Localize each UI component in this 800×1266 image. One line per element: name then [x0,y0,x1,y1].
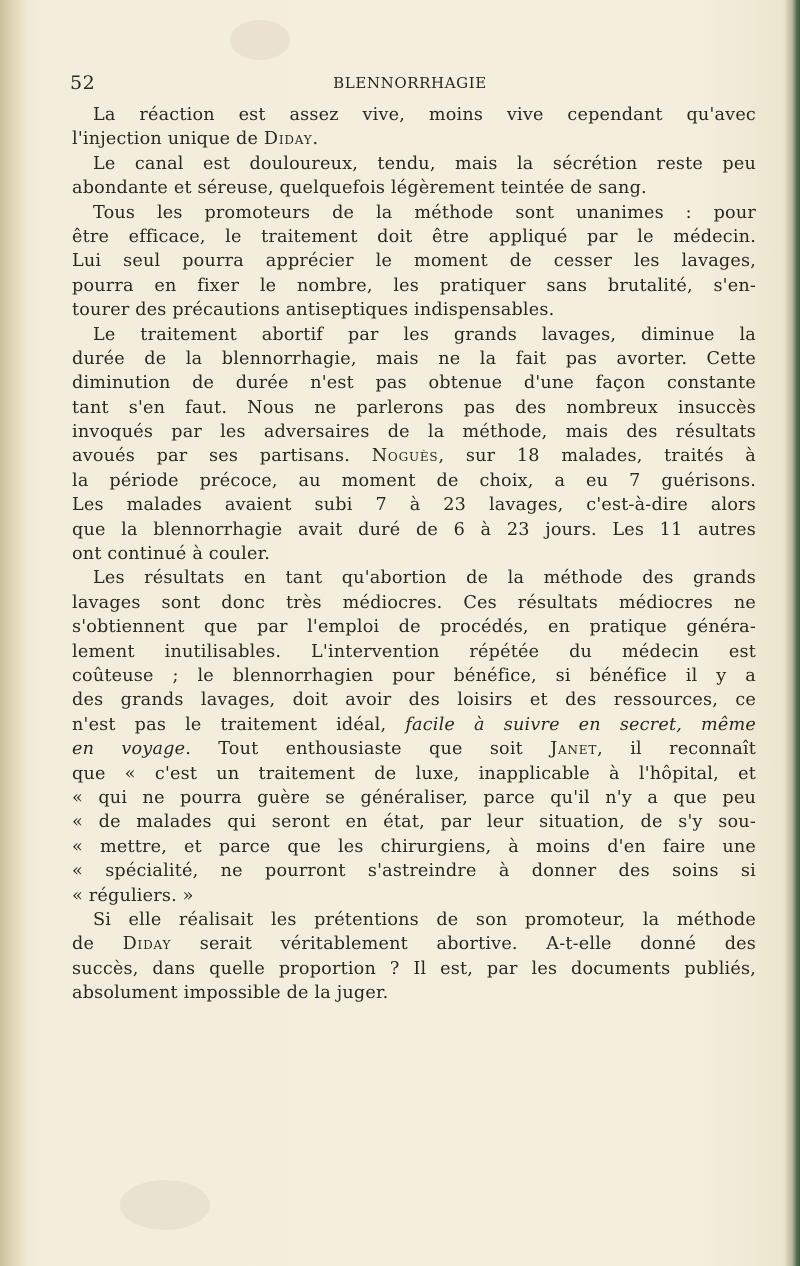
text-line: que la blennorrhagie avait duré de 6 à 23 jours. Les 11 autres [72,519,756,540]
page-number: 52 [70,72,96,94]
text-line: « qui ne pourra guère se généraliser, parce qu'il n'y a que peu [72,787,756,808]
text-line: ont continué à couler. [72,544,271,565]
text-line: Les malades avaient subi 7 à 23 lavages, c'est-à-dire alors [72,495,756,516]
text-line: de Diday serait véritablement abortive. A-t-elle donné des [72,934,757,955]
text-line: en voyage. Tout enthousiaste que soit Janet, il reconnaît [72,739,756,760]
text-line: lavages sont donc très médiocres. Ces résultats médiocres ne [72,592,756,613]
text-line: absolument impossible de la juger. [72,983,389,1004]
text-line: Les résultats en tant qu'abortion de la méthode des grands [93,568,756,589]
text-line: abondante et séreuse, quelquefois légèrement teintée de sang. [72,178,647,199]
text-line: durée de la blennorrhagie, mais ne la fait pas avorter. Cette [72,348,756,369]
text-line: La réaction est assez vive, moins vive cependant qu'avec [93,105,756,125]
text-line: lement inutilisables. L'intervention répétée du médecin est [72,641,756,662]
text-line: tourer des précautions antiseptiques indispensables. [72,300,555,321]
text-line: Le traitement abortif par les grands lavages, diminue la [93,324,756,345]
text-line: la période précoce, au moment de choix, a eu 7 guérisons. [72,470,756,491]
text-line: invoqués par les adversaires de la méthode, mais des résultats [72,422,756,443]
running-title: BLENNORRHAGIE [333,74,487,92]
text-line: des grands lavages, doit avoir des loisirs et des ressources, ce [72,690,756,711]
text-line: l'injection unique de Diday. [72,129,319,150]
text-line: Tous les promoteurs de la méthode sont unanimes : pour [93,202,756,223]
body-text [72,103,756,1005]
paper-stain [230,20,290,60]
text-line: pourra en fixer le nombre, les pratiquer sans brutalité, s'en- [72,275,756,296]
text-line: tant s'en faut. Nous ne parlerons pas des nombreux insuccès [72,397,756,418]
page-edge [784,0,800,1266]
text-line: Le canal est douloureux, tendu, mais la sécrétion reste peu [93,153,756,174]
text-line: Si elle réalisait les prétentions de son promoteur, la méthode [93,909,756,930]
text-line: que « c'est un traitement de luxe, inapplicable à l'hôpital, et [72,763,756,784]
text-line: « spécialité, ne pourront s'astreindre à donner des soins si [72,861,756,882]
text-line: « mettre, et parce que les chirurgiens, à moins d'en faire une [72,836,756,857]
text-line: s'obtiennent que par l'emploi de procédés, en pratique généra- [72,617,756,638]
text-line: succès, dans quelle proportion ? Il est, par les documents publiés, [72,958,756,979]
text-line: être efficace, le traitement doit être appliqué par le médecin. [72,226,756,247]
paper-stain [120,1180,210,1230]
text-line: avoués par ses partisans. Noguès, sur 18 malades, traités à [72,446,757,467]
text-line: coûteuse ; le blennorrhagien pour bénéfice, si bénéfice il y a [72,665,756,686]
page-header [70,72,750,96]
text-line: Lui seul pourra apprécier le moment de cesser les lavages, [72,251,756,272]
text-line: diminution de durée n'est pas obtenue d'une façon constante [72,373,756,394]
binding-shadow [0,0,26,1266]
text-line: n'est pas le traitement idéal, facile à suivre en secret, même [72,714,757,735]
text-line: « de malades qui seront en état, par leur situation, de s'y sou- [72,812,756,833]
text-line: « réguliers. » [72,885,194,906]
